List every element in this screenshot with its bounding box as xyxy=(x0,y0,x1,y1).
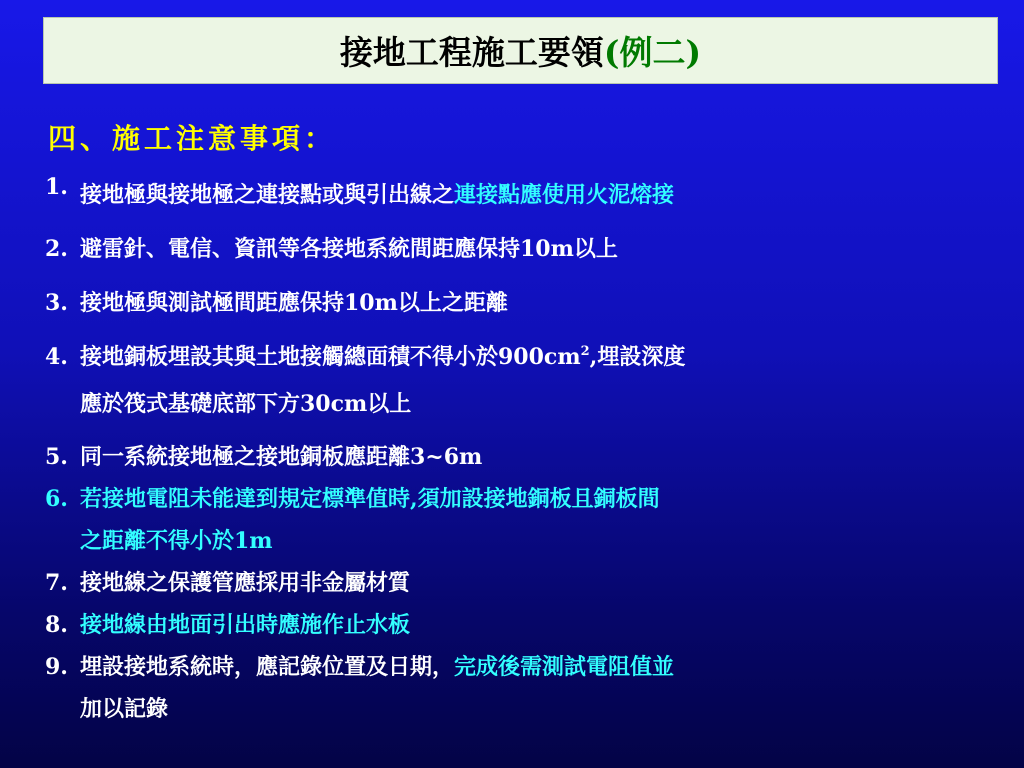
note-line: 應於筏式基礎底部下方30cm以上 xyxy=(80,391,412,417)
note-line: 避雷針、電信、資訊等各接地系統間距應保持10m以上 xyxy=(80,236,618,262)
note-number: 2. xyxy=(45,236,68,262)
slide-title-box xyxy=(43,17,998,84)
note-item-4 xyxy=(45,336,1015,430)
note-item-5 xyxy=(45,436,1015,478)
slide-title xyxy=(340,27,701,74)
note-number: 7. xyxy=(45,570,68,596)
note-line xyxy=(80,646,1015,688)
note-item-3 xyxy=(45,282,1015,324)
note-line: 之距離不得小於1m xyxy=(80,528,273,554)
note-item-8 xyxy=(45,604,1015,646)
note-item-7 xyxy=(45,562,1015,604)
note-highlight: 連接點應使用火泥熔接 xyxy=(454,182,675,208)
note-number: 9. xyxy=(45,654,68,680)
note-line: 接地線由地面引出時應施作止水板 xyxy=(80,612,411,638)
slide-title-example: (例二) xyxy=(603,33,702,72)
note-line: 接地線之保護管應採用非金屬材質 xyxy=(80,570,411,596)
note-text: 接地極與接地極之連接點或與引出線之 xyxy=(80,182,455,208)
note-line: 若接地電阻未能達到規定標準值時,須加設接地銅板且銅板間 xyxy=(80,486,660,512)
note-text: 埋設接地系統時，應記錄位置及日期， xyxy=(80,654,455,680)
note-line: 加以記錄 xyxy=(80,696,169,722)
note-number: 1. xyxy=(45,174,68,200)
note-item-9 xyxy=(45,646,1015,730)
note-line: 同一系統接地極之接地銅板應距離3~6m xyxy=(80,444,483,470)
notes-list xyxy=(45,174,1015,730)
note-item-6 xyxy=(45,478,1015,562)
note-text: 接地銅板埋設其與土地接觸總面積不得小於900cm xyxy=(80,344,581,370)
note-line: 接地極與測試極間距應保持10m以上之距離 xyxy=(80,290,508,316)
note-number: 8. xyxy=(45,612,68,638)
section-heading: 四、施工注意事項： xyxy=(48,122,337,155)
note-number: 6. xyxy=(45,486,68,512)
note-item-1 xyxy=(45,174,1015,216)
note-line xyxy=(80,336,1015,378)
note-item-2 xyxy=(45,228,1015,270)
note-line xyxy=(80,174,1015,216)
note-number: 5. xyxy=(45,444,68,470)
slide-title-main: 接地工程施工要領 xyxy=(339,33,604,72)
note-text: ,埋設深度 xyxy=(589,344,686,370)
note-number: 3. xyxy=(45,290,68,316)
area-unit-superscript: 2 xyxy=(580,344,590,359)
note-number: 4. xyxy=(45,344,68,370)
note-highlight: 完成後需測試電阻值並 xyxy=(454,654,675,680)
